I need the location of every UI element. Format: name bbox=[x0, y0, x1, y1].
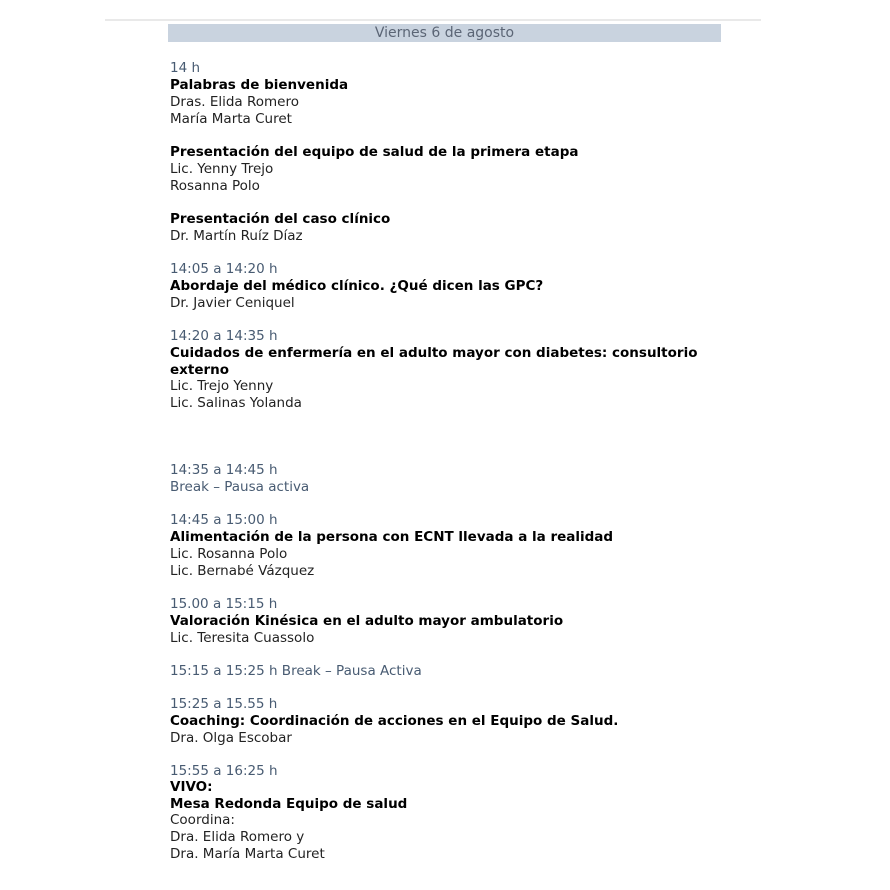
program-line: Presentación del equipo de salud de la primera etapa bbox=[170, 144, 579, 160]
program-line: Dra. Elida Romero y bbox=[170, 829, 305, 845]
program-line: Alimentación de la persona con ECNT llevada a la realidad bbox=[170, 529, 614, 545]
date-header: Viernes 6 de agosto bbox=[168, 24, 721, 42]
program-line: 15.00 a 15:15 h bbox=[170, 596, 278, 612]
program-line: 14:20 a 14:35 h bbox=[170, 328, 278, 344]
program-line: 15:15 a 15:25 h Break – Pausa Activa bbox=[170, 663, 422, 679]
program-line: Lic. Bernabé Vázquez bbox=[170, 563, 315, 579]
program-line: Presentación del caso clínico bbox=[170, 211, 391, 227]
program-line: Coordina: bbox=[170, 812, 235, 828]
program-line: Lic. Trejo Yenny bbox=[170, 378, 274, 394]
program-line: María Marta Curet bbox=[170, 111, 292, 127]
program-line: 15:55 a 16:25 h bbox=[170, 763, 278, 779]
program-line: Dras. Elida Romero bbox=[170, 94, 300, 110]
program-line: Coaching: Coordinación de acciones en el Equipo de Salud. bbox=[170, 713, 619, 729]
program-line: 14:35 a 14:45 h bbox=[170, 462, 278, 478]
program-line: Lic. Salinas Yolanda bbox=[170, 395, 302, 411]
program-line: Dra. Olga Escobar bbox=[170, 730, 292, 746]
program-line: 14:05 a 14:20 h bbox=[170, 261, 278, 277]
program-line: Rosanna Polo bbox=[170, 178, 260, 194]
program-line: Mesa Redonda Equipo de salud bbox=[170, 796, 408, 812]
program-line: Break – Pausa activa bbox=[170, 479, 310, 495]
program-line: VIVO: bbox=[170, 779, 213, 795]
program-line: Dr. Javier Ceniquel bbox=[170, 295, 295, 311]
page-top-edge bbox=[105, 19, 761, 21]
program-line: Abordaje del médico clínico. ¿Qué dicen las GPC? bbox=[170, 278, 544, 294]
program-line: Palabras de bienvenida bbox=[170, 77, 349, 93]
program-line: 14:45 a 15:00 h bbox=[170, 512, 278, 528]
program-line: Dra. María Marta Curet bbox=[170, 846, 325, 862]
program-line: Lic. Yenny Trejo bbox=[170, 161, 274, 177]
program-line: 15:25 a 15.55 h bbox=[170, 696, 278, 712]
program-line: 14 h bbox=[170, 60, 201, 76]
program-line: Valoración Kinésica en el adulto mayor ambulatorio bbox=[170, 613, 564, 629]
program-line: externo bbox=[170, 362, 230, 378]
program-line: Cuidados de enfermería en el adulto mayor con diabetes: consultorio bbox=[170, 345, 698, 361]
program-line: Lic. Rosanna Polo bbox=[170, 546, 288, 562]
program-line: Dr. Martín Ruíz Díaz bbox=[170, 228, 303, 244]
program-line: Lic. Teresita Cuassolo bbox=[170, 630, 315, 646]
